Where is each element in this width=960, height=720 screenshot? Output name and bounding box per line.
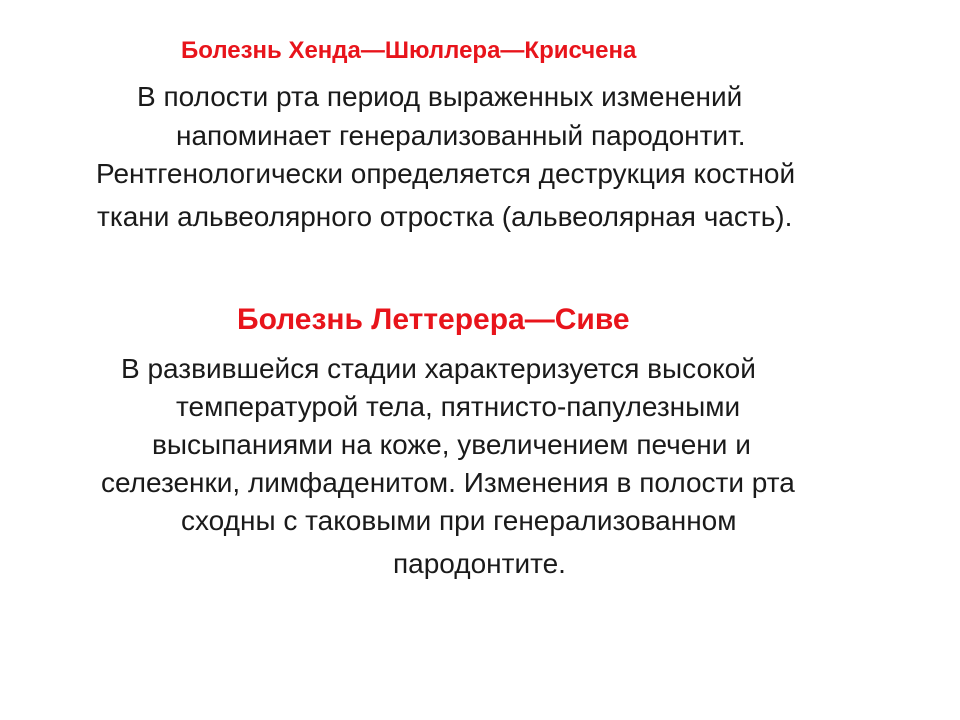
section2-line-1: В развившейся стадии характеризуется высокой <box>121 353 756 384</box>
section1-line-3: Рентгенологически определяется деструкция костной <box>96 158 796 189</box>
section1-line-1: В полости рта период выраженных изменений <box>137 81 743 112</box>
section1-title: Болезнь Хенда—Шюллера—Крисчена <box>181 37 637 64</box>
section2-line-6: пародонтите. <box>393 548 566 579</box>
section2-line-3: высыпаниями на коже, увеличением печени и <box>152 429 751 460</box>
section1-line-2: напоминает генерализованный пародонтит. <box>176 120 746 151</box>
section1-line-4: ткани альвеолярного отростка (альвеолярная часть). <box>97 201 793 232</box>
section2-line-2: температурой тела, пятнисто-папулезными <box>176 391 741 422</box>
section2-title: Болезнь Леттерера—Сиве <box>237 303 630 336</box>
section2-line-4: селезенки, лимфаденитом. Изменения в полости рта <box>101 467 795 498</box>
section2-line-5: сходны с таковыми при генерализованном <box>181 505 737 536</box>
